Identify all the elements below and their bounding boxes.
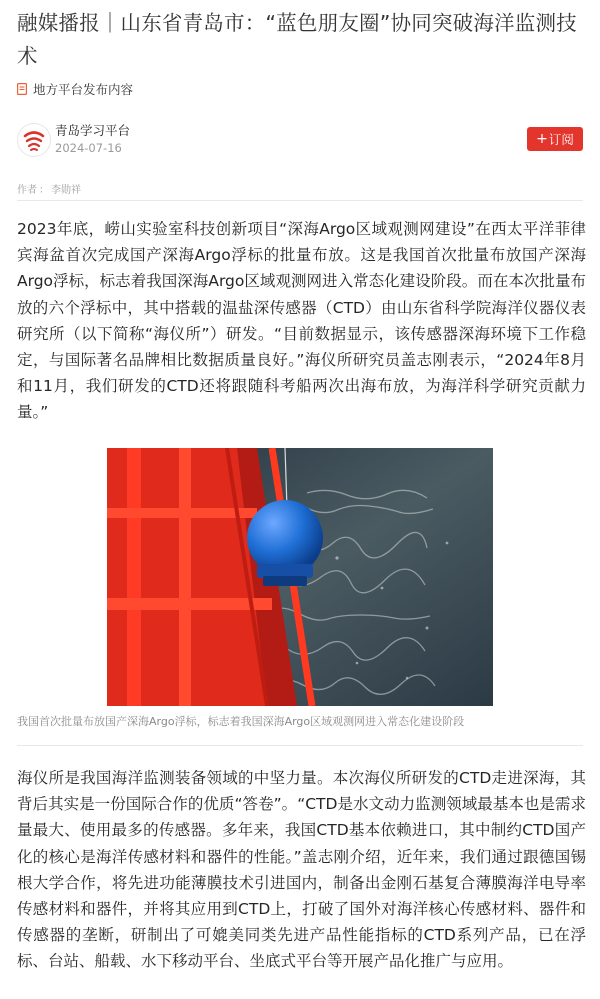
- avatar[interactable]: [17, 123, 51, 157]
- divider: [17, 745, 583, 746]
- author-label: 作者: [17, 185, 37, 196]
- publisher-name[interactable]: 青岛学习平台: [55, 123, 131, 138]
- article-title: 融媒播报｜山东省青岛市：“蓝色朋友圈”协同突破海洋监测技术: [17, 11, 577, 68]
- plus-icon: +: [536, 131, 548, 147]
- document-icon: [17, 83, 27, 95]
- article-paragraph: 海仪所是我国海洋监测装备领域的中坚力量。本次海仪所研发的CTD走进深海，其背后其实是一份国际合作的优质“答卷”。“CTD是水文动力监测领域最基本也是需求量最大、使用最多的传感器。多年来，我国CTD基本依赖进口，其中制约CTD国产化的核心是海洋传感材料和器件的性能。”盖志刚介绍，近年来，我们通过跟德国锡根大学合作，将先进功能薄膜技术引进国内，制备出金刚石基复合薄膜海洋电导率传感材料和器件，并将其应用到CTD上，打破了国外对海洋核心传感材料、器件和传感器的垄断，研制出了可媲美同类先进产品性能指标的CTD系列产品，已在浮标、台站、船载、水下移动平台、坐底式平台等开展产品化推广与应用。: [17, 769, 586, 971]
- publish-date: 2024-07-16: [55, 141, 122, 155]
- argo-float-photo: [107, 448, 493, 706]
- qingdao-logo-icon: [18, 124, 50, 156]
- article-paragraph: 2023年底，崂山实验室科技创新项目“深海Argo区域观测网建设”在西太平洋菲律宾海盆首次完成国产深海Argo浮标的批量布放。这是我国首次批量布放国产深海Argo浮标，标志着我国深海Argo区域观测网进入常态化建设阶段。而在本次批量布放的六个浮标中，其中搭载的温盐深传感器（CTD）由山东省科学院海洋仪器仪表研究所（以下简称“海仪所”）研发。“目前数据显示，该传感器深海环境下工作稳定，与国际著名品牌相比数据质量良好。”海仪所研究员盖志刚表示，“2024年8月和11月，我们研发的CTD还将跟随科考船两次出海布放，为海洋科学研究贡献力量。”: [17, 220, 586, 422]
- source-tag-label: 地方平台发布内容: [33, 82, 134, 97]
- image-caption: 我国首次批量布放国产深海Argo浮标，标志着我国深海Argo区域观测网进入常态化建设阶段: [17, 715, 465, 728]
- publisher-row: [17, 123, 583, 159]
- author-credit: [17, 181, 81, 196]
- author-name: 李勋祥: [51, 185, 81, 196]
- divider: [17, 200, 583, 201]
- source-tag[interactable]: [17, 79, 133, 99]
- subscribe-button[interactable]: [527, 127, 583, 151]
- author-separator: ：: [39, 185, 49, 196]
- article-image[interactable]: [107, 448, 493, 706]
- subscribe-label: 订阅: [548, 132, 574, 147]
